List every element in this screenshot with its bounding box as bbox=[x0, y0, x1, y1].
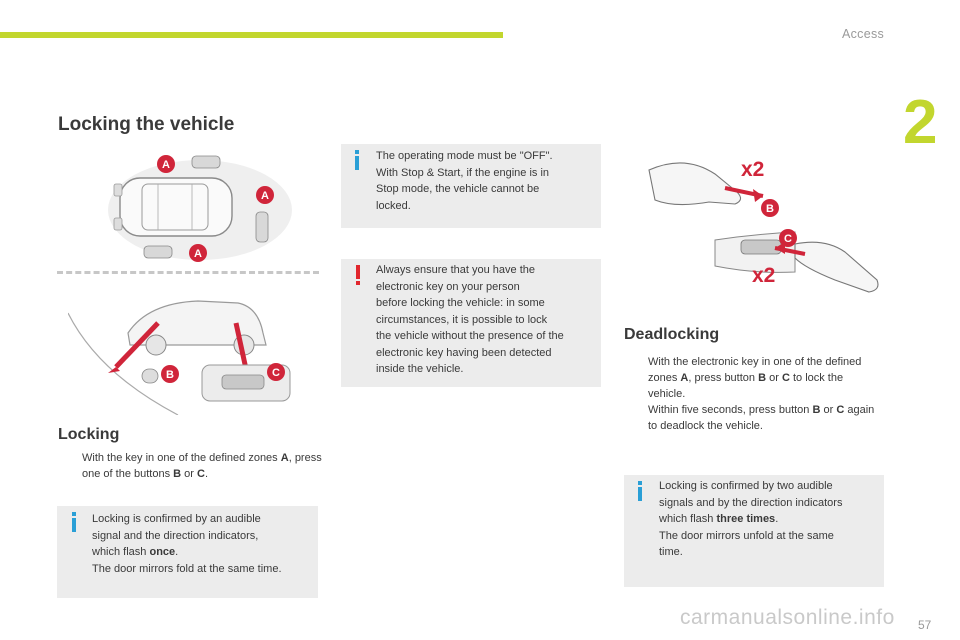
info-icon bbox=[638, 481, 642, 503]
zone-a-marker bbox=[188, 243, 208, 263]
button-b-label: B bbox=[766, 203, 774, 215]
zone-a-marker bbox=[255, 185, 275, 205]
locking-heading: Locking bbox=[58, 426, 120, 443]
button-c-label: C bbox=[272, 367, 280, 379]
electronic-key-warning-box: Always ensure that you have the electronic key on your person before locking the vehicle: in some circumstances, it is possible to lock the vehicle without the presence of the electronic key having been detected inside the vehicle. bbox=[341, 259, 601, 387]
deadlocking-bullet-1: With the electronic key in one of the defined zones A, press button B or C to lock the vehicle. bbox=[648, 356, 862, 400]
button-b-marker bbox=[760, 198, 780, 218]
info-icon bbox=[355, 150, 359, 172]
zone-a-label: A bbox=[162, 159, 170, 171]
zone-a-label: A bbox=[194, 248, 202, 260]
button-c-marker bbox=[778, 228, 798, 248]
press-count-label: x2 bbox=[741, 158, 765, 181]
button-c-label: C bbox=[784, 233, 792, 245]
locking-bullet: With the key in one of the defined zones A, press one of the buttons B or C. bbox=[82, 452, 322, 480]
illustration-separator bbox=[57, 271, 319, 274]
watermark: carmanualsonline.info bbox=[680, 606, 895, 629]
page-title: Locking the vehicle bbox=[58, 114, 235, 135]
zone-a-label: A bbox=[261, 190, 269, 202]
warning-icon bbox=[356, 265, 360, 287]
deadlocking-heading: Deadlocking bbox=[624, 326, 720, 343]
chapter-number: 2 bbox=[903, 88, 938, 157]
page-number: 57 bbox=[918, 618, 932, 632]
button-b-label: B bbox=[166, 369, 174, 381]
deadlocking-info-box: Locking is confirmed by two audible signals and by the direction indicators which flash three times. The door mirrors unfold at the same time. bbox=[624, 475, 884, 587]
operating-mode-info-box: The operating mode must be "OFF". With Stop & Start, if the engine is in Stop mode, the vehicle cannot be locked. bbox=[341, 144, 601, 228]
locking-info-box: Locking is confirmed by an audible signal and the direction indicators, which flash once. The door mirrors fold at the same time. bbox=[57, 506, 318, 598]
zone-a-marker bbox=[156, 154, 176, 174]
press-count-label: x2 bbox=[752, 264, 776, 287]
button-b-marker bbox=[160, 364, 180, 384]
info-icon bbox=[72, 512, 76, 534]
header-accent-bar bbox=[0, 32, 503, 38]
car-locking-illustration bbox=[68, 283, 318, 415]
button-c-marker bbox=[266, 362, 286, 382]
section-name: Access bbox=[842, 27, 885, 41]
deadlocking-bullet-2: Within five seconds, press button B or C again to deadlock the vehicle. bbox=[648, 404, 875, 432]
